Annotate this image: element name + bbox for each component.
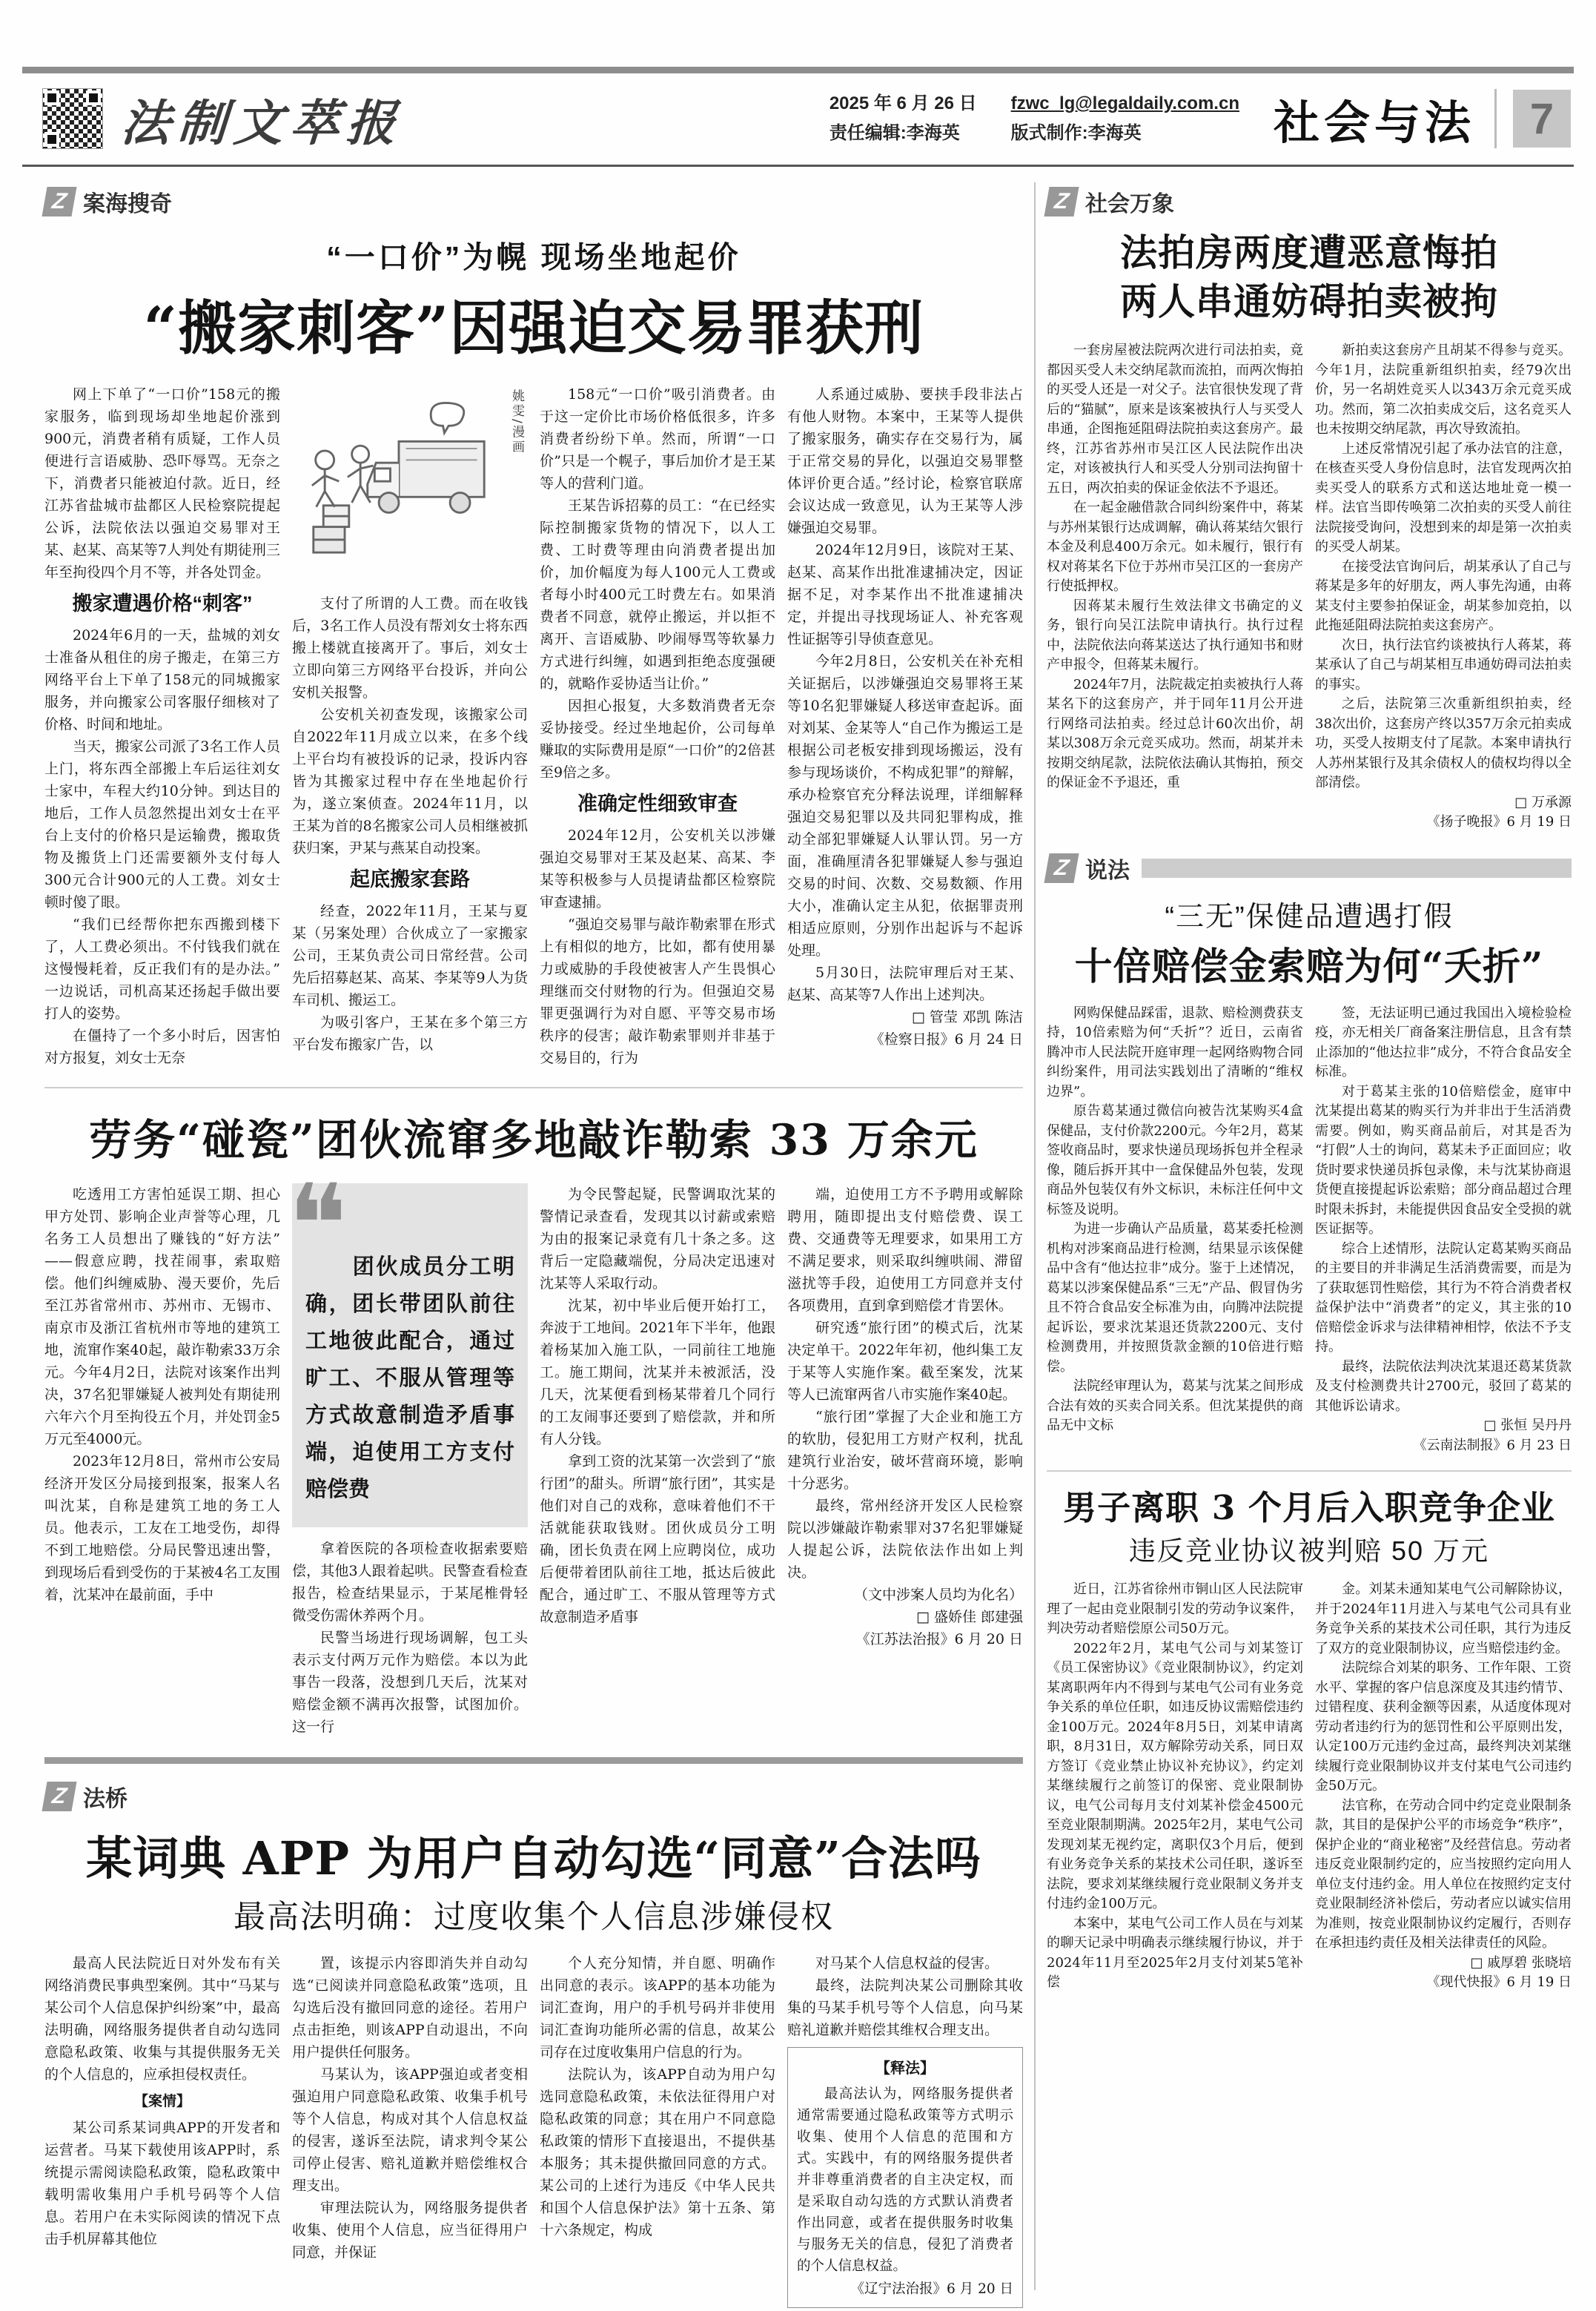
paragraph: 因担心报复，大多数消费者无奈妥协接受。经过坐地起价，公司每单赚取的实际费用是原“一口价”的2倍甚至9倍之多。 — [540, 698, 775, 781]
paragraph: 之后，法院第三次重新组织拍卖，经38次出价，这套房产终以357万余元拍卖成功，买受人按期支付了尾款。本案申请执行人苏州某银行及其余债权人的债权均得以全部清偿。 — [1315, 696, 1572, 790]
paragraph: 研究透“旅行团”的模式后，沈某决定单干。2022年年初，他纠集工友于某等人实施作案。截至案发，沈某等人已流窜两省八市实施作案40起。 — [787, 1320, 1023, 1404]
paragraph: 今年2月8日，公安机关在补充相关证据后，以涉嫌强迫交易罪将王某等10名犯罪嫌疑人移送审查起诉。面对刘某、金某等人“自己作为搬运工是根据公司老板安排到现场搬运，没有参与现场谈价，不构成犯罪”的辩解，承办检察官充分释法说理，详细解释强迫交易犯罪以及共同犯罪构成，推动全部犯罪嫌疑人认罪认罚。另一方面，准确厘清各犯罪嫌疑人参与强迫交易的时间、次数、交易数额、作用大小，准确认定主从犯，依据罪责刑相适应原则，分别作出起诉与不起诉处理。 — [787, 653, 1023, 959]
paragraph: 准确定性细致审查 — [577, 793, 738, 815]
article1-col4 — [787, 383, 1023, 1069]
right-article2-headline: 十倍赔偿金索赔为何“夭折” — [1074, 944, 1544, 989]
masthead-meta-right — [1011, 89, 1239, 148]
section-label-anhai — [44, 185, 1023, 218]
law-explain-title: 【释法】 — [875, 2059, 935, 2077]
paragraph: 2024年12月9日，该院对王某、赵某、高某作出批准逮捕决定，因证据不足，对李某作出不批准逮捕决定，并提出寻找现场证人、补充客观性证据等引导侦查意见。 — [787, 542, 1023, 647]
paragraph: 上述反常情况引起了承办法官的注意，在核查买受人身份信息时，法官发现两次拍卖买受人的联系方式和送达地址竟一模一样。法官当即传唤第二次拍卖的买受人前往法院接受询问，没想到来的却是第一次拍卖的买受人胡某。 — [1315, 440, 1572, 555]
right-article2-col2 — [1315, 1004, 1572, 1456]
heavy-separator-rule — [44, 1757, 1023, 1764]
paragraph: 网上下单了“一口价”158元的搬家服务，临到现场却坐地起价涨到900元，消费者稍有质疑，工作人员便进行言语威胁、恐吓辱骂。无奈之下，消费者只能被迫付款。近日，经江苏省盐城市盐都区人民检察院提起公诉，法院依法以强迫交易罪对王某、赵某、高某等7人判处有期徒刑三年至拘役四个月不等，并各处罚金。 — [44, 386, 280, 581]
paragraph: 一套房屋被法院两次进行司法拍卖，竟都因买受人未交纳尾款而流拍，而两次悔拍的买受人还是一对父子。法官很快发现了背后的“猫腻”，原来是该案被执行人与买受人串通，企图拖延阻碍法院拍卖这套房产。最终，江苏省苏州市吴江区人民法院作出决定，对该被执行人和买受人分别司法拘留十五日，两次拍卖的保证金依法不予退还。 — [1047, 343, 1303, 496]
masthead — [43, 80, 1571, 157]
law-explain-text: 最高法认为，网络服务提供者通常需要通过隐私政策等方式明示收集、使用个人信息的范围和方式。实践中，有的网络服务提供者并非尊重消费者的自主决定权，而是采取自动勾选的方式默认消费者作出同意，或者在提供服务时收集与服务无关的信息，侵犯了消费者的个人信息权益。 — [797, 2086, 1013, 2275]
paragraph: 拿到工资的沈某第一次尝到了“旅行团”的甜头。所谓“旅行团”，其实是他们对自己的戏称，意味着他们不干活就能获取钱财。团伙成员分工明确，团长负责在网上应聘岗位，成功后便带着团队前往工地，抵达后彼此配合，通过旷工、不服从管理等方式故意制造矛盾事 — [540, 1453, 775, 1626]
pull-quote-text: 团伙成员分工明确，团长带团队前往工地彼此配合，通过旷工、不服从管理等方式故意制造矛盾事端，迫使用工方支付赔偿费 — [305, 1255, 514, 1502]
section-label-text: 说法 — [1085, 858, 1130, 883]
paragraph: 为进一步确认产品质量，葛某委托检测机构对涉案商品进行检测，结果显示该保健品中含有“他达拉非”成分。鉴于上述情况，葛某以涉案保健品系“三无”产品、假冒伪劣且不符合食品安全标准为由，向腾冲法院提起诉讼，要求沈某退还货款2200元、支付检测费用，并按照货款金额的10倍进行赔偿。 — [1047, 1221, 1303, 1375]
paragraph: 2024年7月，法院裁定拍卖被执行人蒋某名下的这套房产，并于同年11月公开进行网络司法拍卖。经过总计60次出价，胡某以308万余元竞买成功。然而，胡某并未按期交纳尾款，法院依法确认其悔拍，预交的保证金不予退还，重 — [1047, 676, 1303, 790]
z-logo-icon: Z — [42, 1782, 76, 1811]
paragraph: 某公司系某词典APP的开发者和运营者。马某下载使用该APP时，系统提示需阅读隐私政策，隐私政策中载明需收集用户手机号码等个人信息。若用户在未实际阅读的情况下点击手机屏幕其他位 — [44, 2120, 280, 2248]
z-logo-icon: Z — [1044, 187, 1079, 216]
article3-col3 — [540, 1952, 775, 2308]
paragraph: 搬家遭遇价格“刺客” — [72, 592, 253, 615]
paragraph: 在一起金融借款合同纠纷案件中，蒋某与苏州某银行达成调解，确认蒋某结欠银行本金及利息400万余元。如未履行，银行有权对蒋某名下位于苏州市吴江区的一套房产行使抵押权。 — [1047, 500, 1303, 594]
masthead-divider — [1494, 89, 1497, 148]
right-article2-col1 — [1047, 1004, 1303, 1456]
article2-col1 — [44, 1183, 280, 1738]
right-article1-headline — [1047, 228, 1572, 326]
paragraph: 原告葛某通过微信向被告沈某购买4盒保健品，支付价款2200元。今年2月，葛某签收商品时，要求快递员现场拆包并全程录像，随后拆开其中一盒保健品外包装，发现商品外包装仅有外文标识，未标注任何中文标签及说明。 — [1047, 1103, 1303, 1217]
right-article3-col2 — [1315, 1580, 1572, 1993]
paragraph: □ 盛娇佳 郎建强 — [915, 1609, 1023, 1626]
pull-quote-box — [288, 1161, 528, 1527]
paragraph: 次日，执行法官约谈被执行人蒋某，蒋某承认了自己与胡某相互串通妨碍司法拍卖的事实。 — [1315, 637, 1572, 692]
paragraph: 公安机关初查发现，该搬家公司自2022年11月成立以来，在多个线上平台均有被投诉的记录，投诉内容皆为其搬家过程中存在坐地起价行为，遂立案侦查。2024年11月，以王某为首的8名搬家公司人员相继被抓获归案，尹某与燕某自动投案。 — [292, 707, 528, 856]
paragraph: 法官称，在劳动合同中约定竞业限制条款，其目的是保护公平的市场竞争“秩序”，保护企业的“商业秘密”及经营信息。劳动者违反竞业限制约定的，应当按照约定向用人单位支付违约金。用人单位在按照约定支付竞业限制经济补偿后，劳动者应以诚实信用为准则，按竞业限制协议约定履行，否则存在承担违约责任及相关法律责任的风险。 — [1315, 1797, 1572, 1951]
paragraph: 为吸引客户，王某在多个第三方平台发布搬家广告，以 — [292, 1014, 528, 1054]
paragraph: 王某告诉招募的员工：“在已经实际控制搬家货物的情况下，以人工费、工时费等理由向消费者提出加价，加价幅度为每人100元人工费或者每小时400元工时费左右。如果消费者不同意，就停止搬运，并以拒不离开、言语威胁、吵闹辱骂等软暴力方式进行纠缠，如遇到拒绝态度强硬的，就略作妥协适当让价。” — [540, 497, 775, 692]
article2-col2-text — [292, 1538, 528, 1738]
paragraph: 最终，法院判决某公司删除其收集的马某手机号等个人信息，向马某赔礼道歉并赔偿其维权合理支出。 — [787, 1977, 1023, 2039]
article3-headline: 某词典 APP 为用户自动勾选“同意”合法吗 — [86, 1831, 981, 1886]
paragraph: 158元“一口价”吸引消费者。由于这一定价比市场价格低很多，许多消费者纷纷下单。然而，所谓“一口价”只是一个幌子，事后加价才是王某等人的营利门道。 — [540, 386, 775, 492]
paragraph: 网购保健品踩雷，退款、赔检测费获支持，10倍索赔为何“夭折”？近日，云南省腾冲市人民法院开庭审理一起网络购物合同纠纷案件，用司法实践划出了清晰的“维权边界”。 — [1047, 1005, 1303, 1100]
headline-line1: 法拍房两度遭恶意悔拍 — [1120, 231, 1498, 274]
article3-col1 — [44, 1952, 280, 2308]
paragraph: 《云南法制报》6 月 23 日 — [1413, 1437, 1572, 1453]
article2-col4 — [787, 1183, 1023, 1738]
article3-subhead: 最高法明确：过度收集个人信息涉嫌侵权 — [234, 1900, 834, 1936]
paragraph: 沈某，初中毕业后便开始打工，奔波于工地间。2021年下半年，他跟着杨某加入施工队，一同前往工地施工。施工期间，沈某并未被派活，没几天，沈某便看到杨某带着几个同行的工友闹事还要到了赔偿款，并和所有人分钱。 — [540, 1297, 775, 1448]
article3-body — [44, 1952, 1023, 2308]
section-label-text: 案海搜奇 — [83, 192, 172, 216]
paragraph: 法院认为，该APP自动为用户勾选同意隐私政策，未依法征得用户对隐私政策的同意；其在用户不同意隐私政策的情形下直接退出，不提供基本服务；其未提供撤回同意的方式。某公司的上述行为违反《中华人民共和国个人信息保护法》第十五条、第十六条规定，构成 — [540, 2066, 775, 2239]
article-health-product-claim — [1047, 852, 1572, 1456]
paragraph: 签，无法证明已通过我国出入境检验检疫，亦无相关厂商备案注册信息，且含有禁止添加的“他达拉非”成分，不符合食品安全标准。 — [1315, 1005, 1572, 1080]
paragraph: □ 戚厚碧 张晓培 — [1470, 1954, 1572, 1971]
responsible-editor: 责任编辑:李海英 — [829, 123, 960, 143]
paragraph: 【案情】 — [133, 2093, 191, 2110]
separator-rule — [44, 1087, 1023, 1088]
paragraph: 民警当场进行现场调解，包工头表示支付两万元作为赔偿。本以为此事告一段落，没想到几天后，沈某对赔偿金额不满再次报警，试图加价。这一行 — [292, 1630, 528, 1736]
article1-col2 — [292, 383, 528, 1069]
masthead-meta-left — [830, 89, 977, 148]
contact-email: fzwc_lg@legaldaily.com.cn — [1010, 93, 1239, 113]
paragraph: 《扬子晚报》6 月 19 日 — [1426, 814, 1572, 830]
right-article3-headline: 男子离职 3 个月后入职竞争企业 — [1063, 1488, 1555, 1527]
qr-code-icon — [43, 89, 102, 148]
section-label-text: 社会万象 — [1085, 192, 1174, 216]
paragraph: 起底搬家套路 — [350, 868, 470, 890]
paragraph: 吃透用工方害怕延误工期、担心甲方处罚、影响企业声誉等心理，几名务工人员想出了赚钱的“好方法”——假意应聘，找茬闹事，索取赔偿。他们纠缠威胁、漫天要价，先后至江苏省常州市、苏州市、无锡市、南京市及浙江省杭州市等地的建筑工地，流窜作案40起，敲诈勒索33万余元。今年4月2日，法院对该案作出判决，37名犯罪嫌疑人被判处有期徒刑六年六个月至拘役五个月，并处罚金5万元至4000元。 — [44, 1186, 280, 1448]
article2-headline: 劳务“碰瓷”团伙流窜多地敲诈勒索 33 万余元 — [89, 1115, 979, 1166]
paragraph: 拿着医院的各项检查收据索要赔偿，其他3人跟着起哄。民警查看检查报告，检查结果显示，于某尾椎骨轻微受伤需休养两个月。 — [292, 1541, 528, 1624]
article-labor-extortion — [44, 1106, 1023, 1738]
masthead-rule — [22, 165, 1574, 167]
article1-kicker: “一口价”为幌 现场坐地起价 — [326, 240, 741, 274]
article2-col3 — [540, 1183, 775, 1738]
z-logo-icon: Z — [42, 187, 76, 216]
article1-headline: “搬家刺客”因强迫交易罪获刑 — [143, 294, 924, 363]
paragraph: 人系通过威胁、要挟手段非法占有他人财物。本案中，王某等人提供了搬家服务，确实存在交易行为，属于正常交易的异化，以强迫交易罪整体评价更合适。”经讨论，检察官联席会议达成一致意见，认为王某等人涉嫌强迫交易罪。 — [787, 386, 1023, 536]
paragraph: 置，该提示内容即消失并自动勾选“已阅读并同意隐私政策”选项，且勾选后没有撤回同意的途径。若用户点击拒绝，则该APP自动退出，不向用户提供任何服务。 — [292, 1955, 528, 2061]
right-article3-body — [1047, 1580, 1572, 1993]
paragraph: 5月30日，法院审理后对王某、赵某、高某等7人作出上述判决。 — [787, 965, 1023, 1003]
z-logo-icon: Z — [1044, 853, 1079, 883]
paragraph: 近日，江苏省徐州市铜山区人民法院审理了一起由竞业限制引发的劳动争议案件，判决劳动者赔偿原公司50万元。 — [1047, 1581, 1303, 1636]
paragraph: 本案中，某电气公司工作人员在与刘某的聊天记录中明确表示继续履行协议，并于2024年11月至2025年2月支付刘某5笔补偿 — [1047, 1915, 1303, 1990]
paragraph: 在接受法官询问后，胡某承认了自己与蒋某是多年的好朋友，两人事先沟通，由蒋某支付主要参拍保证金，胡某参加竞拍，以此拖延阻碍法院拍卖这套房产。 — [1315, 558, 1572, 633]
separator-rule — [1047, 1470, 1572, 1472]
article2-body — [44, 1161, 1023, 1738]
paragraph: 《检察日报》6 月 24 日 — [870, 1031, 1023, 1048]
paper-name: 法制文萃报 — [119, 93, 405, 152]
paragraph: “我们已经帮你把东西搬到楼下了，人工费必须出。不付钱我们就在这慢慢耗着，反正我们有的是办法。”一边说话，司机高某还扬起手做出要打人的姿势。 — [44, 916, 280, 1022]
cartoon-caption: 姚雯/漫画 — [509, 389, 524, 455]
paragraph: 法院综合刘某的职务、工作年限、工资水平、掌握的客户信息深度及其违约情节、过错程度、获利金额等因素，从适度体现对劳动者违约行为的惩罚性和公平原则出发，认定100万元违约金过高，最终判决刘某继续履行竞业限制协议并支付某电气公司违约金50万元。 — [1315, 1660, 1572, 1793]
headline-line2: 两人串通妨碍拍卖被拘 — [1120, 280, 1498, 323]
page-section-title: 社会与法 — [1273, 97, 1475, 149]
paragraph: 当天，搬家公司派了3名工作人员上门，将东西全部搬上车后运往刘女士家中，车程大约10分钟。到达目的地后，工作人员忽然提出刘女士在平台上支付的价格只是运输费，搬取货物及搬货上门还需要额外支付每人300元合计900元的人工费。刘女士顿时傻了眼。 — [44, 738, 280, 911]
paragraph: □ 万承源 — [1514, 794, 1572, 810]
right-article3-subhead: 违反竞业协议被判赔 50 万元 — [1128, 1535, 1490, 1566]
paragraph: （文中涉案人员均为化名） — [853, 1587, 1023, 1604]
article2-col2 — [288, 1161, 528, 1738]
column-divider — [1034, 182, 1036, 2290]
paragraph: 端，迫使用工方不予聘用或解除聘用，随即提出支付赔偿费、误工费、交通费等无理要求，如果用工方不满足要求，则采取纠缠哄闹、滞留滋扰等手段，迫使用工方同意并支付各项费用，直到拿到赔偿才肯罢休。 — [787, 1186, 1023, 1315]
paragraph: 法院经审理认为，葛某与沈某之间形成合法有效的买卖合同关系。但沈某提供的商品无中文标 — [1047, 1378, 1303, 1433]
right-article2-body — [1047, 1004, 1572, 1456]
paragraph: 《江苏法治报》6 月 20 日 — [855, 1631, 1023, 1648]
paragraph: □ 张恒 吴丹丹 — [1483, 1418, 1572, 1433]
paragraph: 对马某个人信息权益的侵害。 — [815, 1955, 999, 1972]
paragraph: “旅行团”掌握了大企业和施工方的软肋，侵犯用工方财产权利，扰乱建筑行业治安，破坏营商环境，影响十分恶劣。 — [787, 1409, 1023, 1492]
paragraph: 最终，法院依法判决沈某退还葛某货款及支付检测费共计2700元，驳回了葛某的其他诉讼请求。 — [1315, 1358, 1572, 1414]
paragraph: 马某认为，该APP强迫或者变相强迫用户同意隐私政策、收集手机号等个人信息，构成对其个人信息权益的侵害，遂诉至法院，请求判令某公司停止侵害、赔礼道歉并赔偿维权合理支出。 — [292, 2066, 528, 2195]
left-zone — [44, 185, 1023, 2308]
right-article2-kicker: “三无”保健品遭遇打假 — [1165, 901, 1454, 933]
right-zone — [1047, 185, 1572, 1993]
paragraph: 最高人民法院近日对外发布有关网络消费民事典型案例。其中“马某与某公司个人信息保护纠纷案”中，最高法明确，网络服务提供者自动勾选同意隐私政策、收集与其提供服务无关的个人信息的，应承担侵权责任。 — [44, 1955, 280, 2083]
paragraph: 新拍卖这套房产且胡某不得参与竞买。今年1月，法院重新组织拍卖，经79次出价，另一名胡姓竞买人以343万余元竞买成功。然而，第二次拍卖成交后，这名竞买人也未按期交纳尾款，再次导致流拍。 — [1315, 343, 1572, 437]
paragraph: 经查，2022年11月，王某与夏某（另案处理）合伙成立了一家搬家公司，王某负责公司日常经营。公司先后招募赵某、高某、李某等9人为货车司机、搬运工。 — [292, 903, 528, 1009]
right-article1-col2 — [1315, 341, 1572, 833]
section-label-shehui — [1047, 185, 1572, 218]
label-bar — [1142, 859, 1572, 878]
article-auction-collusion — [1047, 185, 1572, 833]
right-article3-col1 — [1047, 1580, 1303, 1993]
moving-truck-illustration — [292, 383, 506, 585]
quote-mark-icon: ❝ — [288, 1161, 348, 1291]
paragraph: 2022年2月，某电气公司与刘某签订《员工保密协议》《竞业限制协议》，约定刘某离职两年内不得到与某电气公司有业务竞争关系的单位任职，如违反协议需赔偿违约金100万元。2024年8月5日，刘某申请离职，8月31日，双方解除劳动关系，同日双方签订《竞业禁止协议补充协议》，约定刘某继续履行之前签订的保密、竞业限制协议，电气公司每月支付刘某补偿金4500元至竞业限制期满。2025年2月，某电气公司发现刘某无视约定，离职仅3个月后，便到有业务竞争关系的某技术公司任职，遂诉至法院，要求刘某继续履行竞业限制义务并支付违约金100万元。 — [1047, 1640, 1303, 1911]
page-number: 7 — [1513, 90, 1571, 148]
paragraph: 《现代快报》6 月 19 日 — [1426, 1974, 1572, 1990]
right-article1-body — [1047, 341, 1572, 833]
paragraph: 审理法院认为，网络服务提供者收集、使用个人信息，应当征得用户同意，并保证 — [292, 2200, 528, 2261]
paragraph: 个人充分知情，并自愿、明确作出同意的表示。该APP的基本功能为词汇查询，用户的手机号码并非使用词汇查询功能所必需的信息，故某公司存在过度收集用户信息的行为。 — [540, 1955, 775, 2061]
issue-date: 2025 年 6 月 26 日 — [829, 93, 977, 113]
paragraph: 因蒋某未履行生效法律文书确定的义务，银行向吴江法院申请执行。执行过程中，法院依法向蒋某送达了执行通知书和财产申报令，但蒋某未履行。 — [1047, 598, 1303, 672]
section-label-text: 法桥 — [83, 1787, 128, 1812]
article-moving-scam — [44, 185, 1023, 1069]
article3-col4 — [787, 1952, 1023, 2308]
law-explain-box — [787, 2047, 1023, 2308]
paragraph: 支付了所谓的人工费。而在收钱后，3名工作人员没有帮刘女士将东西搬上楼就直接离开了。事后，刘女士立即向第三方网络平台投诉，并向公安机关报警。 — [292, 595, 528, 701]
paragraph: 综合上述情形，法院认定葛某购买商品的主要目的并非满足生活消费需要，而是为了获取惩罚性赔偿，其行为不符合消费者权益保护法中“消费者”的定义，其主张的10倍赔偿金诉求与法律精神相悖，依法不予支持。 — [1315, 1240, 1572, 1355]
paragraph: 为令民警起疑，民警调取沈某的警情记录查看，发现其以讨薪或索赔为由的报案记录竟有几十条之多。这背后一定隐藏端倪，分局决定迅速对沈某等人采取行动。 — [540, 1186, 775, 1292]
paragraph: “强迫交易罪与敲诈勒索罪在形式上有相似的地方，比如，都有使用暴力或威胁的手段使被害人产生畏惧心理继而交付财物的行为。但强迫交易罪更强调行为对自愿、平等交易市场秩序的侵害；敲诈勒索罪则并非基于交易目的，行为 — [540, 916, 775, 1067]
article3-col4-text — [787, 1952, 1023, 2041]
article-noncompete — [1047, 1481, 1572, 1993]
article1-body — [44, 383, 1023, 1069]
paragraph: 2024年12月，公安机关以涉嫌强迫交易罪对王某及赵某、高某、李某等积极参与人员提请盐都区检察院审查逮捕。 — [540, 827, 775, 911]
section-label-faqiao — [44, 1780, 1023, 1813]
law-explain-source: 《辽宁法治报》6 月 20 日 — [850, 2281, 1013, 2298]
top-rule — [22, 67, 1574, 73]
paragraph: 在僵持了一个多小时后，因害怕对方报复，刘女士无奈 — [44, 1028, 280, 1067]
typesetter: 版式制作:李海英 — [1010, 123, 1142, 143]
article3-col2 — [292, 1952, 528, 2308]
section-label-shuofa — [1047, 852, 1572, 885]
article1-col2-text — [292, 592, 528, 1056]
article1-cartoon — [292, 383, 528, 585]
paragraph: 2023年12月8日，常州市公安局经济开发区分局接到报案，报案人名叫沈某，自称是建筑工地的务工人员。他表示，工友在工地受伤，却得不到工地赔偿。分局民警迅速出警，到现场后看到受伤的于某被4名工友围着，沈某冲在最前面，手中 — [44, 1453, 280, 1604]
paragraph: 2024年6月的一天，盐城的刘女士准备从租住的房子搬走，在第三方网络平台上下单了158元的同城搬家服务，并向搬家公司客服仔细核对了价格、时间和地址。 — [44, 627, 280, 733]
paragraph: 最终，常州经济开发区人民检察院以涉嫌敲诈勒索罪对37名犯罪嫌疑人提起公诉，法院依法作出如上判决。 — [787, 1498, 1023, 1581]
paragraph: 对于葛某主张的10倍赔偿金，庭审中沈某提出葛某的购买行为并非出于生活消费需要。例如，购买商品前后，对其是否为“打假”人士的询问，葛某未予正面回应；收货时要求快递员拆包录像，未与沈某协商退货便直接提起诉讼索赔；部分商品超过合理时限未拆封，未能提供因食品安全受损的就医证据等。 — [1315, 1083, 1572, 1237]
right-article1-col1 — [1047, 341, 1303, 833]
article-dictionary-app — [44, 1780, 1023, 2308]
article1-col1 — [44, 383, 280, 1069]
paragraph: 金。刘某未通知某电气公司解除协议，并于2024年11月进入与某电气公司具有业务竞争关系的某技术公司任职，其行为违反了双方的竞业限制协议，应当赔偿违约金。 — [1315, 1581, 1572, 1656]
paragraph: □ 管莹 邓凯 陈洁 — [911, 1009, 1023, 1025]
article1-col3 — [540, 383, 775, 1069]
